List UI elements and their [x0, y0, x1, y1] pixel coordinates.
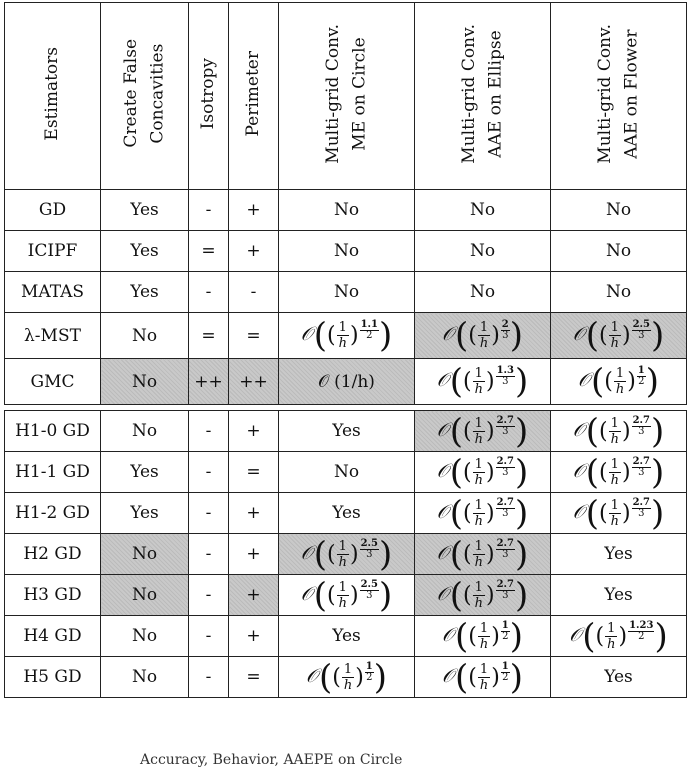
table-cell: - — [189, 411, 229, 452]
table-cell: - — [189, 493, 229, 534]
exponent-fraction: $\frac{2.7}{3}$ — [496, 496, 514, 519]
table-cell: + — [229, 534, 279, 575]
big-o-expression: 𝒪(( $\frac{1}{h}$ ) $\frac{1.1}{2}$ ) — [300, 315, 393, 356]
table-cell: - — [189, 657, 229, 698]
big-o-expression: 𝒪(( $\frac{1}{h}$ ) $\frac{2.7}{3}$ ) — [436, 493, 529, 533]
exponent-fraction: $\frac{1}{2}$ — [501, 619, 509, 642]
exponent-fraction: $\frac{2.7}{3}$ — [496, 578, 514, 601]
exponent-fraction: $\frac{2.7}{3}$ — [632, 414, 650, 437]
estimator-name: λ-MST — [5, 313, 101, 359]
table-cell — [415, 313, 551, 359]
table-row — [5, 190, 687, 231]
one-over-h-fraction: $\frac{1}{h}$ — [474, 497, 483, 529]
big-o-expression: 𝒪(( $\frac{1}{h}$ ) $\frac{2.7}{3}$ ) — [436, 575, 529, 615]
table-cell — [551, 411, 687, 452]
table-cell: No — [279, 231, 415, 272]
estimator-name: H1-1 GD — [5, 452, 101, 493]
table-row — [5, 452, 687, 493]
column-header-label: Multi-grid Conv. AAE on Ellipse — [459, 23, 506, 164]
header-row — [5, 3, 687, 190]
big-o-symbol: 𝒪 — [300, 582, 313, 605]
column-header — [279, 3, 415, 190]
estimator-name: MATAS — [5, 272, 101, 313]
table-cell: + — [229, 616, 279, 657]
table-row — [5, 657, 687, 698]
big-o-expression: 𝒪(( $\frac{1}{h}$ ) $\frac{2.5}{3}$ ) — [300, 575, 393, 615]
table-cell — [415, 657, 551, 698]
table-cell: + — [229, 190, 279, 231]
table-cell: - — [189, 575, 229, 616]
table-cell: No — [551, 272, 687, 313]
big-o-expression: 𝒪(( $\frac{1}{h}$ ) $\frac{2.7}{3}$ ) — [572, 411, 665, 451]
table-cell: - — [189, 616, 229, 657]
column-header-label: Multi-grid Conv. AAE on Flower — [595, 23, 642, 164]
one-over-h-fraction: $\frac{1}{h}$ — [479, 620, 489, 652]
exponent-fraction: $\frac{1.3}{3}$ — [496, 365, 514, 388]
big-o-expression: 𝒪(( $\frac{1}{h}$ ) $\frac{2.7}{3}$ ) — [572, 493, 665, 533]
table-row — [5, 313, 687, 359]
table-cell: Yes — [279, 616, 415, 657]
estimator-name: H1-0 GD — [5, 411, 101, 452]
table-cell: + — [229, 231, 279, 272]
big-o-symbol: 𝒪 — [569, 623, 582, 646]
table-caption: Accuracy, Behavior, AAEPE on Circle — [140, 752, 403, 768]
exponent-fraction: $\frac{1.23}{2}$ — [629, 619, 654, 642]
big-o-expression: 𝒪(( $\frac{1}{h}$ ) $\frac{1}{2}$ ) — [305, 657, 388, 697]
table-cell — [279, 657, 415, 698]
table-cell — [415, 452, 551, 493]
big-o-expression: 𝒪(( $\frac{1}{h}$ ) $\frac{2.7}{3}$ ) — [572, 452, 665, 492]
big-o-symbol: 𝒪 — [572, 418, 585, 441]
table-cell: - — [189, 534, 229, 575]
table-cell: = — [189, 313, 229, 359]
estimator-comparison-table — [4, 2, 687, 698]
big-o-symbol: 𝒪 — [441, 664, 454, 687]
big-o-symbol: 𝒪 — [436, 541, 449, 564]
table-cell: No — [279, 190, 415, 231]
table-cell — [279, 534, 415, 575]
one-over-h-fraction: $\frac{1}{h}$ — [474, 415, 483, 447]
table-row — [5, 493, 687, 534]
exponent-fraction: $\frac{2.7}{3}$ — [496, 537, 514, 560]
one-over-h-fraction: $\frac{1}{h}$ — [610, 320, 619, 351]
table-cell: = — [229, 657, 279, 698]
one-over-h-fraction: $\frac{1}{h}$ — [610, 415, 619, 447]
big-o-symbol: 𝒪 — [441, 323, 454, 345]
exponent-fraction: $\frac{1.1}{2}$ — [360, 319, 378, 342]
table-cell: Yes — [279, 493, 415, 534]
big-o-symbol: 𝒪 — [441, 623, 454, 646]
one-over-h-fraction: $\frac{1}{h}$ — [607, 620, 616, 652]
big-o-expression: 𝒪(( $\frac{1}{h}$ ) $\frac{2.7}{3}$ ) — [436, 534, 529, 574]
big-o-symbol: 𝒪 — [305, 664, 318, 687]
table-cell: No — [551, 231, 687, 272]
big-o-expression: 𝒪(( $\frac{1}{h}$ ) $\frac{2}{3}$ ) — [441, 315, 524, 356]
one-over-h-fraction: $\frac{1}{h}$ — [610, 497, 619, 529]
one-over-h-fraction: $\frac{1}{h}$ — [474, 579, 483, 611]
table-cell — [415, 534, 551, 575]
exponent-fraction: $\frac{2.5}{3}$ — [360, 578, 378, 601]
exponent-fraction: $\frac{2.5}{3}$ — [360, 537, 378, 560]
big-o-expression: 𝒪(( $\frac{1}{h}$ ) $\frac{2.7}{3}$ ) — [436, 411, 529, 451]
table-cell: - — [229, 272, 279, 313]
big-o-expression: 𝒪(( $\frac{1}{h}$ ) $\frac{2.5}{3}$ ) — [572, 315, 665, 356]
column-header — [229, 3, 279, 190]
big-o-expression: 𝒪(( $\frac{1}{h}$ ) $\frac{1.23}{2}$ ) — [569, 616, 668, 656]
one-over-h-fraction: $\frac{1}{h}$ — [610, 456, 619, 488]
estimator-name: GMC — [5, 359, 101, 405]
big-o-expression: 𝒪(( $\frac{1}{h}$ ) $\frac{1.3}{3}$ ) — [436, 361, 529, 402]
exponent-fraction: $\frac{2.7}{3}$ — [632, 496, 650, 519]
table-cell: ++ — [229, 359, 279, 405]
table-cell: + — [229, 411, 279, 452]
table-cell: Yes — [551, 534, 687, 575]
table-row — [5, 411, 687, 452]
column-header-label: Perimeter — [243, 50, 264, 137]
table-cell: + — [229, 493, 279, 534]
big-o-expression: 𝒪(( $\frac{1}{h}$ ) $\frac{2.5}{3}$ ) — [300, 534, 393, 574]
table-cell: Yes — [101, 452, 189, 493]
table-cell: No — [101, 411, 189, 452]
table-cell — [551, 313, 687, 359]
table-cell: - — [189, 272, 229, 313]
big-o-expression: 𝒪(( $\frac{1}{h}$ ) $\frac{2.7}{3}$ ) — [436, 452, 529, 492]
table-cell — [415, 411, 551, 452]
table-cell: 𝒪 (1/h) — [279, 359, 415, 405]
big-o-symbol: 𝒪 — [436, 418, 449, 441]
one-over-h-fraction: $\frac{1}{h}$ — [474, 538, 483, 570]
table-cell — [279, 313, 415, 359]
exponent-fraction: $\frac{2.7}{3}$ — [496, 414, 514, 437]
exponent-fraction: $\frac{1}{2}$ — [501, 660, 509, 683]
estimator-name: ICIPF — [5, 231, 101, 272]
table-cell: No — [101, 657, 189, 698]
big-o-expression: 𝒪(( $\frac{1}{h}$ ) $\frac{1}{2}$ ) — [441, 657, 524, 697]
table-cell — [551, 452, 687, 493]
one-over-h-fraction: $\frac{1}{h}$ — [479, 320, 489, 351]
table-cell: Yes — [551, 657, 687, 698]
table-cell — [551, 616, 687, 657]
table-row — [5, 534, 687, 575]
table-cell: No — [415, 190, 551, 231]
table-cell — [279, 575, 415, 616]
big-o-symbol: 𝒪 — [436, 369, 449, 391]
column-header — [189, 3, 229, 190]
column-header — [5, 3, 101, 190]
column-header — [551, 3, 687, 190]
one-over-h-fraction: $\frac{1}{h}$ — [343, 661, 353, 693]
table-row — [5, 231, 687, 272]
table-cell: No — [101, 575, 189, 616]
one-over-h-fraction: $\frac{1}{h}$ — [474, 456, 483, 488]
table-cell: No — [415, 272, 551, 313]
big-o-symbol: 𝒪 — [436, 582, 449, 605]
table-cell — [415, 359, 551, 405]
table-cell: = — [229, 313, 279, 359]
column-header — [415, 3, 551, 190]
estimator-name: H5 GD — [5, 657, 101, 698]
table-cell: No — [279, 272, 415, 313]
table-cell — [551, 359, 687, 405]
one-over-h-fraction: $\frac{1}{h}$ — [474, 366, 483, 397]
big-o-symbol: 𝒪 — [436, 500, 449, 523]
exponent-fraction: $\frac{1}{2}$ — [365, 660, 373, 683]
one-over-h-fraction: $\frac{1}{h}$ — [479, 661, 489, 693]
table-cell: Yes — [101, 190, 189, 231]
column-header-label: Create False Concavities — [121, 39, 168, 148]
estimator-name: H3 GD — [5, 575, 101, 616]
exponent-fraction: $\frac{2.5}{3}$ — [632, 319, 650, 342]
table-cell: = — [189, 231, 229, 272]
big-o-symbol: 𝒪 — [572, 500, 585, 523]
column-header-label: Estimators — [42, 46, 63, 141]
one-over-h-fraction: $\frac{1}{h}$ — [615, 366, 625, 397]
estimator-name: GD — [5, 190, 101, 231]
big-o-expression: 𝒪(( $\frac{1}{h}$ ) $\frac{1}{2}$ ) — [577, 361, 660, 402]
column-header — [101, 3, 189, 190]
table-cell: No — [101, 534, 189, 575]
table-cell: Yes — [101, 493, 189, 534]
exponent-fraction: $\frac{1}{2}$ — [637, 365, 645, 388]
table-cell: No — [101, 313, 189, 359]
table-cell: Yes — [101, 231, 189, 272]
exponent-fraction: $\frac{2.7}{3}$ — [496, 455, 514, 478]
table-row — [5, 359, 687, 405]
table-cell — [415, 493, 551, 534]
table-cell: ++ — [189, 359, 229, 405]
table-cell: Yes — [101, 272, 189, 313]
table-cell: = — [229, 452, 279, 493]
table-cell — [415, 575, 551, 616]
table-cell: - — [189, 190, 229, 231]
table-cell: Yes — [279, 411, 415, 452]
table-cell: + — [229, 575, 279, 616]
big-o-symbol: 𝒪 — [572, 323, 585, 345]
one-over-h-fraction: $\frac{1}{h}$ — [338, 579, 347, 611]
big-o-symbol: 𝒪 — [572, 459, 585, 482]
big-o-symbol: 𝒪 — [300, 541, 313, 564]
exponent-fraction: $\frac{2}{3}$ — [501, 319, 509, 342]
one-over-h-fraction: $\frac{1}{h}$ — [338, 538, 347, 570]
table-cell: No — [101, 359, 189, 405]
table-cell — [415, 616, 551, 657]
table-cell: No — [415, 231, 551, 272]
big-o-symbol: 𝒪 — [577, 369, 590, 391]
one-over-h-fraction: $\frac{1}{h}$ — [338, 320, 347, 351]
table-cell: No — [279, 452, 415, 493]
estimator-name: H1-2 GD — [5, 493, 101, 534]
column-header-label: Multi-grid Conv. ME on Circle — [323, 23, 370, 164]
estimator-name: H4 GD — [5, 616, 101, 657]
table-row — [5, 575, 687, 616]
table-cell — [551, 493, 687, 534]
big-o-expression: 𝒪(( $\frac{1}{h}$ ) $\frac{1}{2}$ ) — [441, 616, 524, 656]
table-cell: No — [101, 616, 189, 657]
table-cell: - — [189, 452, 229, 493]
big-o-symbol: 𝒪 — [436, 459, 449, 482]
table-row — [5, 616, 687, 657]
big-o-symbol: 𝒪 — [300, 323, 313, 345]
table-row — [5, 272, 687, 313]
exponent-fraction: $\frac{2.7}{3}$ — [632, 455, 650, 478]
table-cell: No — [551, 190, 687, 231]
estimator-name: H2 GD — [5, 534, 101, 575]
table-cell: Yes — [551, 575, 687, 616]
column-header-label: Isotropy — [198, 57, 219, 130]
